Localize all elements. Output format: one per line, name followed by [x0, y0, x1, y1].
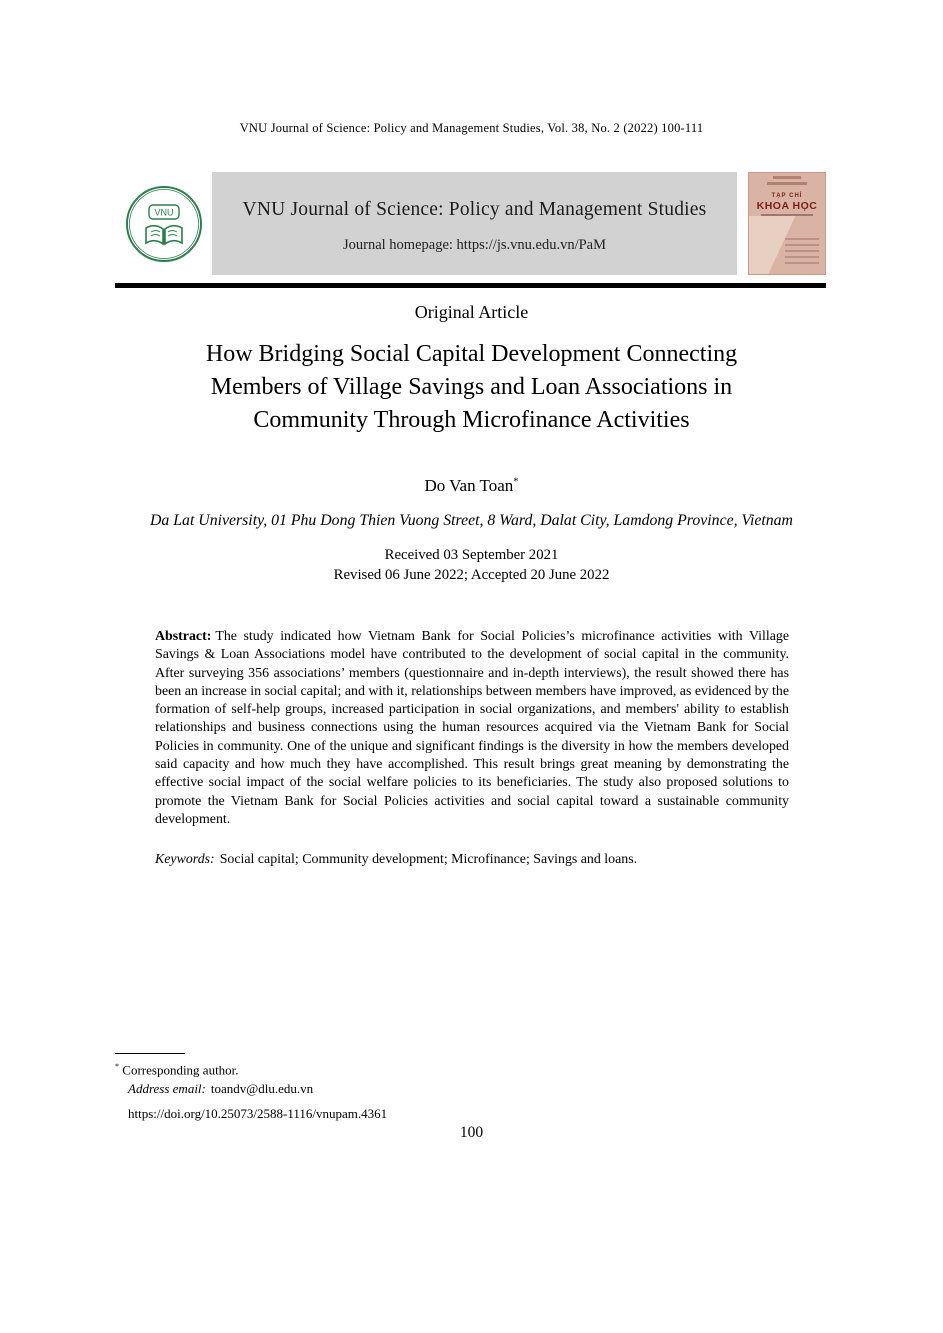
abstract-label: Abstract:: [155, 629, 212, 644]
footnote-rule: [115, 1053, 185, 1054]
journal-cover-thumbnail: [748, 172, 826, 275]
footnote-email: [128, 1081, 313, 1097]
vnu-logo: [115, 172, 212, 275]
article-title-line: Members of Village Savings and Loan Associations in: [210, 374, 733, 400]
received-date: Received 03 September 2021: [384, 547, 559, 563]
author-affiliation: Da Lat University, 01 Phu Dong Thien Vuong Street, 8 Ward, Dalat City, Lamdong Province, Vietnam: [150, 512, 793, 529]
keywords-text: Social capital; Community development; Microfinance; Savings and loans.: [219, 852, 638, 867]
footnote-corresponding: [115, 1062, 239, 1078]
article-type-label: Original Article: [414, 302, 529, 322]
keywords-label: Keywords:: [155, 852, 215, 867]
author-name: [0, 476, 943, 496]
cover-header-decoration: [753, 175, 821, 191]
doi-link[interactable]: https://doi.org/10.25073/2588-1116/vnupam.4361: [128, 1106, 388, 1121]
vnu-logo-text: VNU: [153, 207, 174, 217]
journal-banner: [115, 172, 826, 275]
header-rule: [115, 283, 826, 288]
vnu-logo-icon: [124, 184, 204, 264]
article-title: [121, 338, 822, 437]
email-label: Address email:: [128, 1081, 206, 1096]
journal-homepage-link[interactable]: Journal homepage: https://js.vnu.edu.vn/PaM: [343, 237, 606, 253]
footnote-mark: *: [115, 1062, 120, 1071]
cover-text-decoration: [785, 238, 819, 264]
abstract-paragraph: [155, 628, 789, 829]
email-address[interactable]: toandv@dlu.edu.vn: [210, 1081, 314, 1096]
journal-title: VNU Journal of Science: Policy and Management Studies: [242, 199, 707, 220]
author-name-text: Do Van Toan: [424, 476, 514, 495]
cover-series-label: TẠP CHÍ: [771, 193, 803, 199]
running-head: VNU Journal of Science: Policy and Management Studies, Vol. 38, No. 2 (2022) 100-111: [239, 121, 704, 135]
abstract-text: The study indicated how Vietnam Bank for Social Policies’s microfinance activities with Village Savings & Loan Associations model have contributed to the development of social capital in the community. After surveying 356 associations’ members (questionnaire and in-depth interviews), the result showed there has been an increase in social capital; and with it, relationships between members have improved, as evidenced by the formation of self-help groups, increased participation in social organizations, and members' ability to establish relationships and business connections using the human resources acquired via the Vietnam Bank for Social Policies in community. One of the unique and significant findings is the diversity in how the members developed said capacity and how much they have accomplished. This result brings great meaning by demonstrating the effective social impact of the social welfare policies to its beneficiaries. The study also proposed solutions to promote the Vietnam Bank for Social Policies activities and social capital toward a sustainable community development.: [155, 629, 789, 827]
masthead: [212, 172, 737, 275]
footnote-corresponding-text: Corresponding author.: [122, 1062, 239, 1078]
article-title-line: How Bridging Social Capital Development Connecting: [205, 341, 738, 367]
corresponding-author-mark: *: [513, 476, 519, 488]
page-number: 100: [459, 1124, 484, 1141]
cover-title: KHOA HỌC: [756, 200, 818, 212]
keywords-line: [155, 852, 789, 868]
revised-accepted-date: Revised 06 June 2022; Accepted 20 June 2022: [333, 567, 610, 583]
article-title-line: Community Through Microfinance Activities: [253, 407, 690, 433]
